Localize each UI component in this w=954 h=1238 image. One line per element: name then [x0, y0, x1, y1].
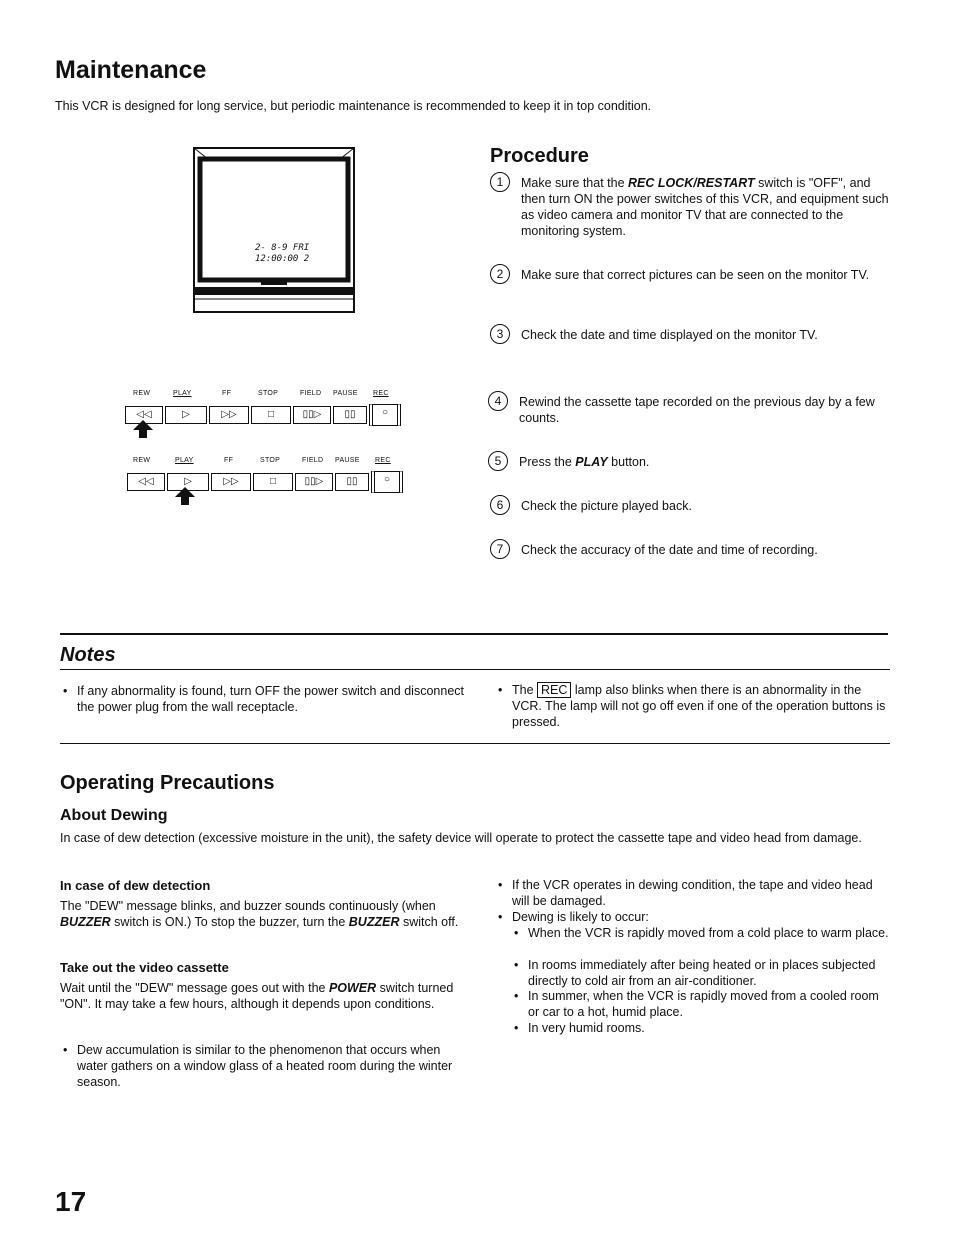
dewing-likely: • Dewing is likely to occur:	[512, 909, 892, 925]
control-panel-rew	[125, 388, 415, 438]
dewing-case: • When the VCR is rapidly moved from a cold place to warm place.	[528, 925, 892, 941]
label-rec: REC	[375, 457, 391, 464]
tv-illustration	[193, 147, 355, 313]
arrow-up-icon	[175, 487, 195, 505]
label-ff: FF	[222, 390, 232, 397]
stop-button[interactable]: □	[253, 473, 293, 491]
label-field: FIELD	[302, 457, 324, 464]
intro-text: This VCR is designed for long service, but periodic maintenance is recommended to keep it in top condition.	[55, 99, 652, 113]
note-right: • The REC lamp also blinks when there is an abnormality in the VCR. The lamp will not go off even if one of the operation buttons is pressed.	[512, 682, 892, 730]
take-out-heading: Take out the video cassette	[60, 960, 229, 975]
divider	[60, 743, 890, 744]
procedure-heading: Procedure	[490, 145, 589, 167]
step-number: 2	[490, 264, 510, 284]
label-rec: REC	[373, 390, 389, 397]
rec-button[interactable]: ○	[369, 404, 401, 426]
control-panel-play	[125, 455, 415, 507]
dewing-subheading: About Dewing	[60, 807, 168, 824]
stop-button[interactable]: □	[251, 406, 291, 424]
step-number: 3	[490, 324, 510, 344]
label-pause: PAUSE	[333, 390, 358, 397]
pause-button[interactable]: ▯▯	[333, 406, 367, 424]
step-number: 5	[488, 451, 508, 471]
step-number: 1	[490, 172, 510, 192]
page-title: Maintenance	[55, 56, 207, 84]
step-7-text: Check the accuracy of the date and time of recording.	[521, 543, 818, 557]
label-pause: PAUSE	[335, 457, 360, 464]
pause-button[interactable]: ▯▯	[335, 473, 369, 491]
label-play: PLAY	[173, 390, 192, 397]
dewing-intro: In case of dew detection (excessive moisture in the unit), the safety device will operate to protect the cassette tape and video head from damage.	[60, 831, 862, 845]
rew-button[interactable]: ◁◁	[127, 473, 165, 491]
ff-button[interactable]: ▷▷	[211, 473, 251, 491]
step-3-text: Check the date and time displayed on the monitor TV.	[521, 328, 818, 342]
divider	[60, 633, 888, 635]
play-button[interactable]: ▷	[167, 473, 209, 491]
step-1-text: Make sure that the REC LOCK/RESTART switch is "OFF", and then turn ON the power switches of this VCR, and equipment such as video camera and monitor TV that are connected to the monitoring system.	[521, 176, 889, 238]
field-button[interactable]: ▯▯▷	[293, 406, 331, 424]
note-left: • If any abnormality is found, turn OFF the power switch and disconnect the power plug from the wall receptacle.	[77, 683, 467, 715]
label-stop: STOP	[260, 457, 281, 464]
dewing-case: • In summer, when the VCR is rapidly moved from a cooled room or car to a hot, humid place.	[528, 988, 892, 1020]
step-5-text: Press the PLAY button.	[519, 455, 650, 469]
step-2-text: Make sure that correct pictures can be seen on the monitor TV.	[521, 268, 870, 282]
dewing-case: • In rooms immediately after being heated or in places subjected directly to cold air from an air-conditioner.	[528, 957, 892, 989]
field-button[interactable]: ▯▯▷	[295, 473, 333, 491]
dew-detection-text: The "DEW" message blinks, and buzzer sounds continuously (when BUZZER switch is ON.) To stop the buzzer, turn the BUZZER switch off.	[60, 899, 459, 929]
rew-button[interactable]: ◁◁	[125, 406, 163, 424]
label-ff: FF	[224, 457, 234, 464]
step-number: 4	[488, 391, 508, 411]
arrow-up-icon	[133, 420, 153, 438]
label-rew: REW	[133, 390, 151, 397]
label-play: PLAY	[175, 457, 194, 464]
tv-date-readout: 2- 8-9 FRI	[255, 243, 310, 253]
dewing-case: • In very humid rooms.	[528, 1020, 892, 1036]
play-button[interactable]: ▷	[165, 406, 207, 424]
dewing-warning: • If the VCR operates in dewing condition, the tape and video head will be damaged.	[512, 877, 892, 909]
take-out-text: Wait until the "DEW" message goes out with the POWER switch turned "ON". It may take a few hours, although it depends upon conditions.	[60, 981, 454, 1011]
dew-detection-heading: In case of dew detection	[60, 878, 211, 893]
step-number: 7	[490, 539, 510, 559]
rec-button[interactable]: ○	[371, 471, 403, 493]
notes-heading: Notes	[60, 644, 116, 666]
precautions-heading: Operating Precautions	[60, 772, 275, 794]
step-number: 6	[490, 495, 510, 515]
step-4-text: Rewind the cassette tape recorded on the previous day by a few counts.	[519, 395, 875, 425]
label-field: FIELD	[300, 390, 322, 397]
dew-accumulation-note: • Dew accumulation is similar to the phenomenon that occurs when water gathers on a window glass of a heated room during the winter season.	[77, 1042, 461, 1090]
ff-button[interactable]: ▷▷	[209, 406, 249, 424]
tv-time-readout: 12:00:00 2	[255, 254, 310, 264]
step-6-text: Check the picture played back.	[521, 499, 692, 513]
label-stop: STOP	[258, 390, 279, 397]
label-rew: REW	[133, 457, 151, 464]
page-number: 17	[55, 1186, 87, 1217]
divider	[60, 669, 890, 670]
